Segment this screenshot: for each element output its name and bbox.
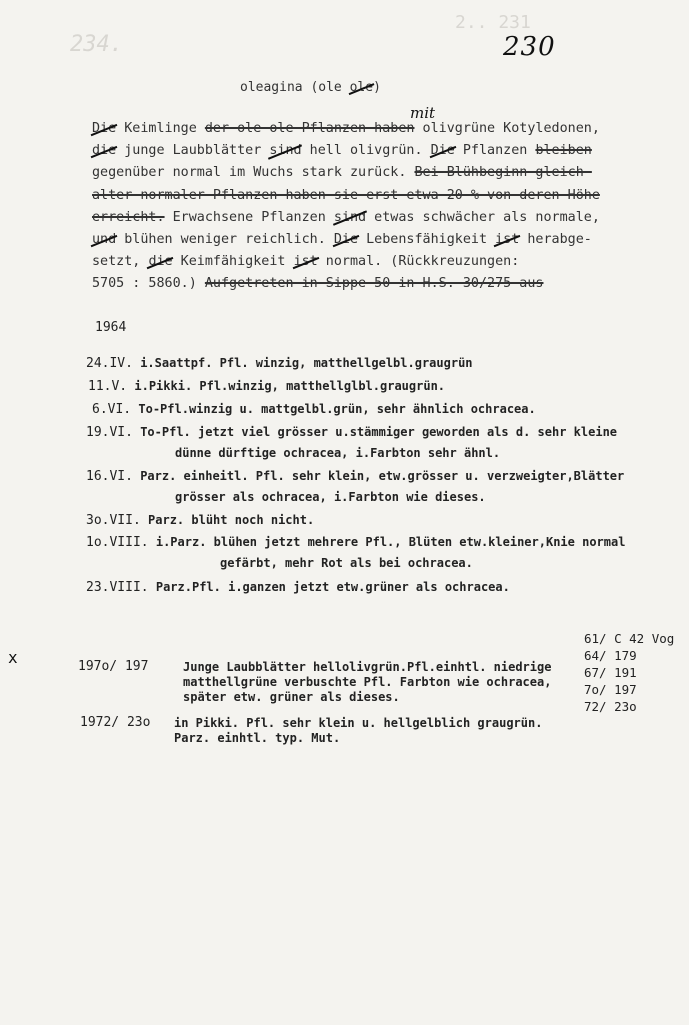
para-line-7 [92, 251, 652, 273]
para-line-4 [92, 185, 652, 207]
struck-word: ist [495, 232, 520, 248]
struck-text: alter normaler Pflanzen haben sie erst etwa 20 % von deren Höhe [92, 187, 600, 203]
log-entry [86, 513, 314, 528]
struck-word: Die [333, 232, 359, 248]
bleed-through-handwriting: 234. [70, 32, 123, 57]
log-text: i.Saattpf. Pfl. winzig, matthellgelbl.graugrün [132, 356, 473, 370]
later-entry-1 [183, 660, 551, 705]
log-date: 23.VIII. [86, 580, 149, 595]
log-text: To-Pfl.winzig u. mattgelbl.grün, sehr ähnlich ochracea. [131, 402, 536, 416]
struck-word: die [148, 254, 173, 270]
entry-line: Junge Laubblätter hellolivgrün.Pfl.einhtl. niedrige [183, 660, 552, 674]
generation-entry: 64/ 179 [584, 648, 637, 663]
para-line-5 [92, 207, 652, 229]
generation-entry: 7o/ 197 [584, 682, 637, 697]
margin-mark: x [8, 648, 18, 667]
struck-word: sind [333, 209, 367, 225]
text-run: im Wuchs stark zurück. [221, 165, 415, 181]
generation-entry: 67/ 191 [584, 665, 637, 680]
log-entry [86, 356, 473, 371]
log-text: To-Pfl. jetzt viel grösser u.stämmiger geworden als d. sehr kleine [132, 425, 618, 439]
entry-tag: 197o/ 197 [78, 659, 149, 674]
text-run: junge [116, 143, 165, 159]
text-run: hell olivgrün. [301, 143, 431, 159]
log-entry [86, 580, 510, 595]
log-continuation: dünne dürftige ochracea, i.Farbton sehr ähnl. [175, 446, 501, 460]
title-prefix: oleagina (ole [240, 80, 350, 95]
entry-line: Parz. einhtl. typ. Mut. [174, 731, 341, 745]
year-heading: 1964 [95, 320, 127, 335]
entry-line: in Pikki. Pfl. sehr klein u. hellgelblich graugrün. [174, 716, 543, 730]
log-text: i.Parz. blühen jetzt mehrere Pfl., Blüten etw.kleiner,Knie normal [148, 535, 626, 549]
title-suffix: ) [373, 80, 381, 95]
log-date: 11.V. [88, 379, 128, 394]
struck-text: Bei Blühbeginn gleich- [414, 165, 592, 181]
log-date: 1o.VIII. [86, 535, 149, 550]
text-run: Lebensfähigkeit [358, 232, 496, 248]
entry-line: später etw. grüner als dieses. [183, 690, 400, 704]
log-date: 6.VI. [92, 402, 132, 417]
struck-text: erreicht. [92, 209, 165, 225]
later-entry-2 [174, 716, 542, 746]
struck-word: sind [269, 143, 302, 159]
text-run: etwas schwächer als normale, [366, 209, 600, 225]
log-continuation: grösser als ochracea, i.Farbton wie dieses. [175, 490, 486, 504]
para-line-6 [92, 229, 652, 251]
handwritten-insert: mit [410, 104, 436, 122]
page-number: 230 [503, 32, 556, 62]
description-paragraph [92, 118, 652, 296]
log-date: 19.VI. [86, 425, 133, 440]
log-text: Parz. einheitl. Pfl. sehr klein, etw.grösser u. verzweigter,Blätter [132, 469, 625, 483]
struck-text: der ole ole-Pflanzen haben [204, 121, 415, 136]
log-entry [88, 379, 445, 394]
struck-word: Die [92, 121, 117, 136]
log-text: Parz.Pfl. i.ganzen jetzt etw.grüner als ochracea. [148, 580, 510, 594]
generation-entry: 61/ C 42 Vog [584, 631, 675, 646]
struck-word: ist [293, 254, 318, 270]
log-date: 24.IV. [86, 356, 133, 371]
text-run: Erwachsene Pflanzen [164, 209, 334, 225]
text-run: Keimlinge [116, 121, 205, 136]
text-run: setzt, [92, 254, 149, 270]
document-title [240, 80, 381, 95]
text-run: Kotyledonen, [495, 121, 600, 136]
log-text: Parz. blüht noch nicht. [140, 513, 315, 527]
struck-word: Die [430, 143, 455, 159]
log-text: i.Pikki. Pfl.winzig, matthellglbl.graugrün. [127, 379, 446, 393]
text-run: Keimfähigkeit [172, 254, 294, 270]
para-line-1 [92, 118, 652, 140]
log-date: 16.VI. [86, 469, 133, 484]
log-continuation: gefärbt, mehr Rot als bei ochracea. [220, 556, 473, 570]
text-run: gegenüber normal [92, 165, 221, 181]
log-entry [86, 469, 624, 484]
text-run: Pflanzen [454, 143, 536, 159]
para-line-8 [92, 273, 652, 295]
text-run: 5705 : 5860.) [92, 276, 205, 292]
log-entry [86, 425, 617, 440]
bleed-through-number: 2.. 231 [455, 12, 531, 33]
title-struck: ole [349, 80, 374, 95]
text-run: Laubblätter [164, 143, 270, 159]
struck-text: bleiben [535, 143, 592, 159]
entry-line: matthellgrüne verbuschte Pfl. Farbton wie ochracea, [183, 675, 552, 689]
para-line-3 [92, 162, 652, 184]
para-line-2 [92, 140, 652, 162]
text-run: herabge- [519, 232, 592, 248]
generation-list [584, 630, 674, 715]
log-date: 3o.VII. [86, 513, 141, 528]
struck-word: die [92, 143, 117, 159]
struck-word: und [92, 232, 117, 248]
text-run: normal. (Rückkreuzungen: [317, 254, 520, 270]
struck-text: Aufgetreten in Sippe 50 in H.S. 30/275 aus [204, 276, 544, 292]
text-run: olivgrüne [414, 121, 496, 136]
log-entry [92, 402, 536, 417]
log-entry [86, 535, 625, 550]
generation-entry: 72/ 23o [584, 699, 637, 714]
entry-tag: 1972/ 23o [80, 715, 151, 730]
text-run: blühen weniger reichlich. [116, 232, 334, 248]
